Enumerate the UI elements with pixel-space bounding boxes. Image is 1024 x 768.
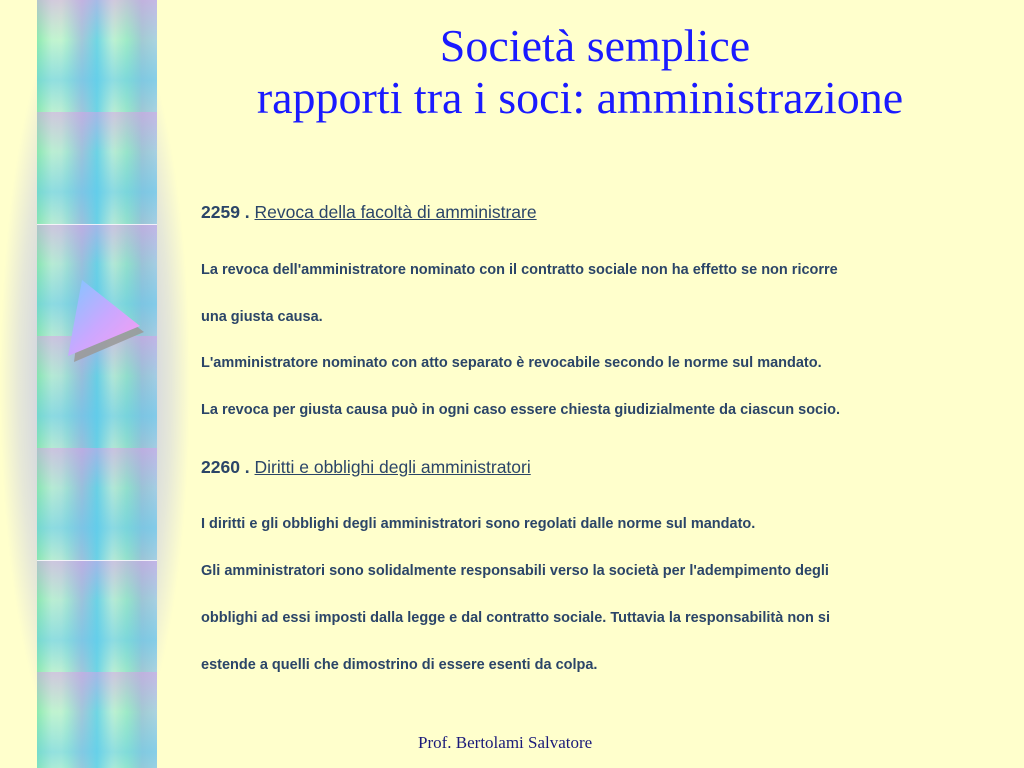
paragraph: una giusta causa. (201, 309, 323, 325)
paragraph: Gli amministratori sono solidalmente responsabili verso la società per l'adempimento degli (201, 563, 829, 579)
sidebar-pattern-tiles (37, 0, 157, 768)
article-2259-link[interactable]: Revoca della facoltà di amministrare (254, 202, 537, 222)
footer-author: Prof. Bertolami Salvatore (418, 733, 593, 752)
sidebar-divider (37, 560, 157, 561)
play-triangle-icon (60, 276, 150, 371)
paragraph: I diritti e gli obblighi degli amministratori sono regolati dalle norme sul mandato. (201, 516, 756, 532)
title-line-1: Società semplice (439, 20, 751, 71)
paragraph: La revoca per giusta causa può in ogni caso essere chiesta giudizialmente da ciascun socio. (201, 402, 841, 418)
slide-title (160, 20, 1000, 124)
paragraph: estende a quelli che dimostrino di essere esenti da colpa. (201, 657, 598, 673)
article-2260-heading (201, 457, 531, 478)
article-2260-link[interactable]: Diritti e obblighi degli amministratori (254, 457, 531, 477)
article-number: 2260 . (201, 457, 255, 477)
article-2259-heading (201, 202, 537, 223)
paragraph: La revoca dell'amministratore nominato con il contratto sociale non ha effetto se non ricorre (201, 262, 838, 278)
article-number: 2259 . (201, 202, 255, 222)
sidebar-divider (37, 224, 157, 225)
paragraph: obblighi ad essi imposti dalla legge e dal contratto sociale. Tuttavia la responsabilità non si (201, 610, 831, 626)
title-line-2: rapporti tra i soci: amministrazione (256, 72, 904, 123)
paragraph: L'amministratore nominato con atto separato è revocabile secondo le norme sul mandato. (201, 355, 822, 371)
